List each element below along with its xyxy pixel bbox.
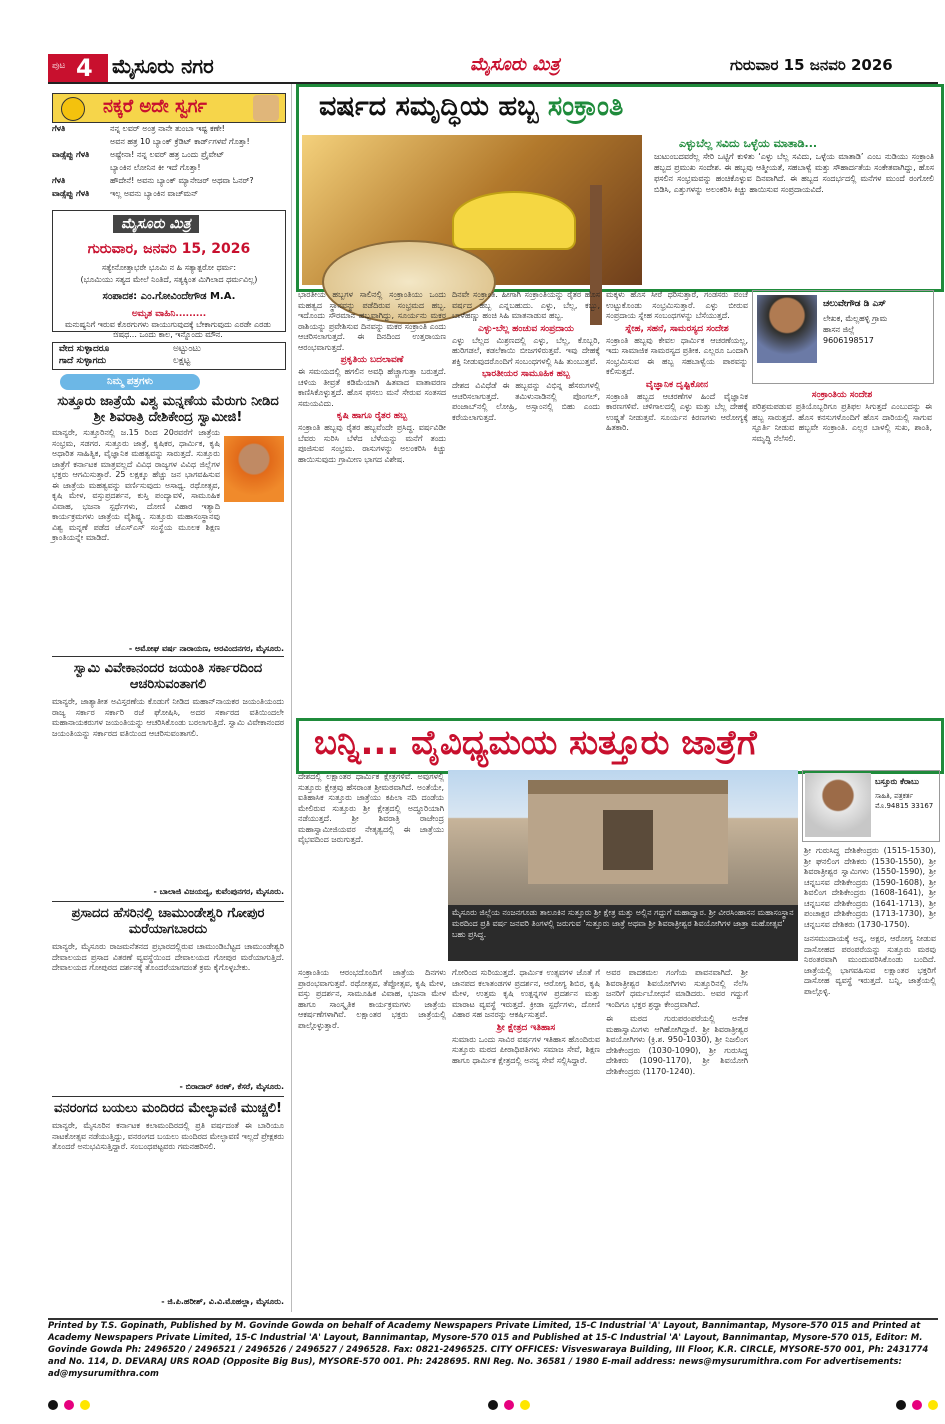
letter-sign: - ಅಮೋಘ ವರ್ಷ ನಾರಾಯಣ, ಅರವಿಂದನಗರ, ಮೈಸೂರು. [128,644,284,653]
article-col-4 [752,388,932,444]
col-text: ಎಳ್ಳು ಬೆಲ್ಲದ ಮಿಶ್ರಣದಲ್ಲಿ ಎಳ್ಳು, ಬೆಲ್ಲ, ಕೊಬ್ಬರಿ, ಹುರಿಗಡಲೆ, ಕಡಲೆಕಾಯಿ ಬೀಜಗಳಿರುತ್ತವೆ. ಇವು ದೇಹಕ್ಕೆ ಶಕ್ತಿ ನೀಡುವುದರೊಂದಿಗೆ ಸಂಬಂಧಗಳಲ್ಲಿ ಸಿಹಿ ತುಂಬುತ್ತವೆ. [452,335,600,366]
editor-label: ಸಂಪಾದಕ: [102,291,138,302]
col-subhead: ಸಂಕ್ರಾಂತಿಯ ಸಂದೇಶ [811,390,873,400]
author2-phone: ಮೊ.94815 33167 [875,802,934,810]
suttur-temple-photo [448,770,798,905]
reg-dot-yellow [928,1400,938,1410]
joke-speaker: ವಾಡ್ಸೆಪ್ಪು ಗೆಳತಿ [52,189,90,198]
temple-gate [603,810,653,870]
joke-text: ಇಲ್ಲ ಅವನು ಬ್ಯಾಂಕಿನ ವಾಚ್‌ಮನ್ [110,189,199,198]
author2-role: ಸಾಹಿತಿ, ಪತ್ರಕರ್ತ [875,792,914,800]
masthead-date: ಗುರುವಾರ, ಜನವರಿ 15, 2026 [87,241,251,257]
letters-tag: ನಿಮ್ಮ ಪತ್ರಗಳು [60,374,200,390]
joke-line [52,135,284,148]
joke-speaker: ಗೆಳತಿ [52,124,66,133]
col-subhead: ಶ್ರೀ ಕ್ಷೇತ್ರದ ಇತಿಹಾಸ [496,1022,556,1033]
divider [52,656,284,657]
author-photo [757,295,817,363]
feature-title [319,91,623,123]
letter-body: ಮಾನ್ಯರೇ, ಜಾತ್ಯಾತೀತ ಅವಿಸ್ತರಣೆಯ ಕೊಡುಗೆ ನೀಡಿದ ಮಹಾನ್‌ನಾಯಕರ ಜಯಂತಿಯಂದು ರಾಜ್ಯ ಸರ್ಕಾರ ಸರ್ಕಾರಿ ರಜೆ ಘೋಷಿಸಿ, ಅದರ ಸರ್ಕಾರದ ವತಿಯಿಂದಲೇ ಮಹಾನಾಯಕರುಗಳ ಜಯಂತಿಯನ್ನು ಆಚರಿಸಿಕೊಂಡು ಬರಲಾಗುತ್ತಿದೆ. ಸ್ವಾಮಿ ವಿವೇಕಾನಂದರ ಜಯಂತಿಯನ್ನು ಸರ್ಕಾರದ ವತಿಯಿಂದ ಆಚರಿಸುವಂತಾಗಲಿ. [52,697,284,738]
letter-3 [52,906,284,1096]
col-text: ಭಾರತೀಯ ಹಬ್ಬಗಳ ಸಾಲಿನಲ್ಲಿ ಸಂಕ್ರಾಂತಿಯು ಒಂದು ಮಹತ್ವದ ಸ್ಥಾನವನ್ನು ಪಡೆದಿರುವ ಸಂಭ್ರಮದ ಹಬ್ಬ. ಇದೊಂದು ಸೌರಮಾನ ಹಬ್ಬವಾಗಿದ್ದು, ಸೂರ್ಯನು ಮಕರ ರಾಶಿಯನ್ನು ಪ್ರವೇಶಿಸುವ ದಿನವನ್ನು ಮಕರ ಸಂಕ್ರಾಂತಿ ಎಂದು ಆಚರಿಸಲಾಗುತ್ತದೆ. ಈ ದಿನದಿಂದ ಉತ್ತರಾಯಣ ಆರಂಭವಾಗುತ್ತದೆ. [298,290,446,352]
author-box [752,290,934,384]
nakkare-jokes [52,122,284,200]
article-col-3 [606,290,748,434]
col-text: ಪರಿಶ್ರಮಪಡುವ ಪ್ರತಿಯೊಬ್ಬರಿಗೂ ಪ್ರತಿಫಲ ಸಿಗುತ್ತದೆ ಎಂಬುದನ್ನು ಈ ಹಬ್ಬ ಸಾರುತ್ತದೆ. ಹೊಸ ಕನಸುಗಳೊಂದಿಗೆ ಹೊಸ ದಾರಿಯಲ್ಲಿ ಸಾಗುವ ಸ್ಫೂರ್ತಿ ನೀಡುವ ಹಬ್ಬವೇ ಸಂಕ್ರಾಂತಿ. ಎಲ್ಲರ ಬಾಳಲ್ಲಿ ಸುಖ, ಶಾಂತಿ, ಸಮೃದ್ಧಿ ನೆಲೆಸಲಿ. [752,402,932,443]
paper-logo: ಮೈಸೂರು ಮಿತ್ರ [470,54,560,75]
letter-1 [52,394,284,656]
letter-body: ಮಾನ್ಯರೇ, ಮೈಸೂರಿನ ಕರ್ನಾಟಕ ಕಲಾಮಂದಿರದಲ್ಲಿ ಪ್ರತಿ ವರ್ಷದಂತೆ ಈ ಬಾರಿಯೂ ನಾಟಕೋತ್ಸವ ನಡೆಯುತ್ತಿದ್ದು, ವನರಂಗದ ಬಯಲು ಮಂದಿರದ ಮೇಲ್ಛಾವಣಿ ಇಲ್ಲದೆ ಪ್ರೇಕ್ಷಕರು ತೊಂದರೆ ಅನುಭವಿಸುತ್ತಿದ್ದಾರೆ. ಸಂಬಂಧಪಟ್ಟವರು ಗಮನಹರಿಸಲಿ. [52,1121,284,1151]
feature-title-main: ವರ್ಷದ ಸಮೃದ್ಧಿಯ ಹಬ್ಬ [319,91,539,122]
col-subhead: ಎಳ್ಳು-ಬೆಲ್ಲ ಹಂಚುವ ಸಂಪ್ರದಾಯ [478,323,574,334]
author-role: ಲೇಖಕ, ಮೆಲ್ಲಹಳ್ಳಿ ಗ್ರಾಮ [823,314,888,323]
reg-dot-magenta [912,1400,922,1410]
jatre-title-box [296,718,944,774]
author-details [823,313,887,346]
editor-name: ಎಂ.ಗೋವಿಂದೇಗೌಡ M.A. [140,291,236,302]
intro-text: ಜುಟುಂಬದವರೆಲ್ಲ ಸೇರಿ ಒಟ್ಟಿಗೆ ಕುಳಿತು ‘ಎಳ್ಳು ಬೆಲ್ಲ ಸವಿದು, ಒಳ್ಳೆಯ ಮಾತಾಡಿ’ ಎಂಬ ನುಡಿಯು ಸಂಕ್ರಾಂತಿ ಹಬ್ಬದ ಪ್ರಮುಖ ಸಂದೇಶ. ಈ ಹಬ್ಬವು ಆತ್ಮೀಯತೆ, ಸಹಬಾಳ್ವೆ ಮತ್ತು ಸೌಹಾರ್ದತೆಯ ಸಂಕೇತವಾಗಿದ್ದು, ಹೊಸ ಫಸಲಿನ ಸಂಭ್ರಮವನ್ನು ಹಂಚಿಕೊಳ್ಳುವ ದಿನವಾಗಿದೆ. ಈ ಹಬ್ಬದ ಸಂದರ್ಭದಲ್ಲಿ ಮನೆಗಳ ಮುಂದೆ ರಂಗೋಲಿ ಬಿಡಿಸಿ, ಎತ್ತುಗಳನ್ನು ಅಲಂಕರಿಸಿ ಕಿಚ್ಚು ಹಾಯಿಸುವ ಸಂಪ್ರದಾಯವಿದೆ. [654,152,934,194]
feature-title-highlight: ಸಂಕ್ರಾಂತಿ [547,91,624,122]
divider [52,901,284,902]
reg-dot-black [48,1400,58,1410]
page-label: ಪುಟ [52,61,66,71]
laughing-face-icon [61,97,85,121]
author-place: ಹಾಸನ ಜಿಲ್ಲೆ [823,325,855,334]
col-text: ಈ ಮಠದ ಗುರುಪರಂಪರೆಯಲ್ಲಿ ಅನೇಕ ಮಹಾಸ್ವಾಮಿಗಳು ಆಗಿಹೋಗಿದ್ದಾರೆ. ಶ್ರೀ ಶಿವರಾತ್ರೀಶ್ವರ ಶಿವಯೋಗಿಗಳು (ಕ್ರಿ.ಶ. 950-1030), ಶ್ರೀ ನಿಜಲಿಂಗ ದೇಶಿಕೇಂದ್ರರು (1030-1090), ಶ್ರೀ ಗುರುಸಿದ್ಧ ದೇಶಿಕರು (1090-1170), ಶ್ರೀ ಶಿವಯೋಗಿ ದೇಶಿಕೇಂದ್ರರು (1170-1240). [606,1014,748,1076]
col-text: ದಿನವೇ ಸಂಕ್ರಾಂತಿ. ಹೀಗಾಗಿ ಸಂಕ್ರಾಂತಿಯನ್ನು ರೈತರ ಹೊಸ ವರ್ಷದ ಹಬ್ಬ ಎನ್ನಬಹುದು. ಎಳ್ಳು, ಬೆಲ್ಲ, ಕಬ್ಬು, ಬಾಳೆಹಣ್ಣು ಹಂಚಿ ಸಿಹಿ ಮಾತನಾಡುವ ಹಬ್ಬ. [452,290,600,320]
joke-line [52,161,284,174]
col-text: ಸುಮಾರು ಒಂದು ಸಾವಿರ ವರ್ಷಗಳ ಇತಿಹಾಸ ಹೊಂದಿರುವ ಸುತ್ತೂರು ಮಠದ ಪೀಠಾಧಿಪತಿಗಳು ಸಮಾಜ ಸೇವೆ, ಶಿಕ್ಷಣ ಹಾಗೂ ಧಾರ್ಮಿಕ ಕ್ಷೇತ್ರದಲ್ಲಿ ಅನನ್ಯ ಸೇವೆ ಸಲ್ಲಿಸಿದ್ದಾರೆ. [452,1034,600,1065]
swamiji-photo [224,436,284,502]
gade-b: ಲಕ್ಷಟ್ಟ [173,356,191,366]
col-subhead: ಸ್ನೇಹ, ಸಹನೆ, ಸಾಮರಸ್ಯದ ಸಂದೇಶ [625,323,729,334]
joke-speaker [52,161,110,174]
divider [52,1096,284,1097]
col-text: ಮಕ್ಕಳು ಹೊಸ ಸೀರೆ ಧರಿಸುತ್ತಾರೆ, ಗಂಡಸರು ಪಂಚೆ ಉಟ್ಟುಕೊಂಡು ಸಂಭ್ರಮಿಸುತ್ತಾರೆ. ಎಳ್ಳು ಬೀರುವ ಸಂಪ್ರದಾಯ ಸ್ನೇಹ ಸಂಬಂಧಗಳನ್ನು ಬೆಸೆಯುತ್ತದೆ. [606,290,748,320]
reg-dot-yellow [80,1400,90,1410]
col-text: ಸಂಕ್ರಾಂತಿ ಹಬ್ಬವು ರೈತರ ಹಬ್ಬವೆಂದೇ ಪ್ರಸಿದ್ಧ. ವರ್ಷವಿಡೀ ಬೆವರು ಸುರಿಸಿ ಬೆಳೆದ ಬೆಳೆಯನ್ನು ಮನೆಗೆ ತಂದು ಪೂಜಿಸುವ ಸಂಭ್ರಮ. ರಾಸುಗಳನ್ನು ಅಲಂಕರಿಸಿ ಕಿಚ್ಚು ಹಾಯಿಸುವುದು ಗ್ರಾಮೀಣ ಭಾಗದ ವಿಶೇಷ. [298,423,446,464]
letter-4 [52,1101,284,1311]
joke-speaker [52,135,110,148]
nakkare-title-bar [52,93,286,123]
letter-sign: - ಬಿರಾದಾರ್‌ ಕಿರಣ್‌, ಕೆಸರೆ, ಮೈಸೂರು. [179,1082,284,1091]
author2-details [875,791,933,811]
gade-line1: ವೇದ ಸುಳ್ಳಾದರೂ [59,344,110,354]
col-text: ಈ ಸಮಯದಲ್ಲಿ ಹಗಲಿನ ಅವಧಿ ಹೆಚ್ಚಾಗುತ್ತಾ ಬರುತ್ತದೆ. ಚಳಿಯ ತೀವ್ರತೆ ಕಡಿಮೆಯಾಗಿ ಹಿತವಾದ ವಾತಾವರಣ ಕಾಣಿಸಿಕೊಳ್ಳುತ್ತದೆ. ಹೊಸ ಫಸಲು ಮನೆ ಸೇರುವ ಸಂತಸದ ಸಮಯವಿದು. [298,367,446,408]
masthead-box [52,210,286,332]
col-text: ಸಂಕ್ರಾಂತಿಯ ಆರಂಭದೊಂದಿಗೆ ಜಾತ್ರೆಯ ದಿನಗಳು ಪ್ರಾರಂಭವಾಗುತ್ತವೆ. ರಥೋತ್ಸವ, ತೆಪ್ಪೋತ್ಸವ, ಕೃಷಿ ಮೇಳ, ವಸ್ತು ಪ್ರದರ್ಶನ, ಸಾಮೂಹಿಕ ವಿವಾಹ, ಭಜನಾ ಮೇಳ ಹಾಗೂ ಸಾಂಸ್ಕೃತಿಕ ಕಾರ್ಯಕ್ರಮಗಳು ಜಾತ್ರೆಯ ಆಕರ್ಷಣೆಗಳಾಗಿವೆ. ಲಕ್ಷಾಂತರ ಭಕ್ತರು ಜಾತ್ರೆಯಲ್ಲಿ ಪಾಲ್ಗೊಳ್ಳುತ್ತಾರೆ. [298,968,446,1030]
joke-speaker: ಗೆಳತಿ [52,176,66,185]
author2-photo [805,773,871,837]
masthead-motto: ಸತ್ಯೇನೋತ್ತಾಭರೇ ಭೂಮಿ ನ ಹಿ ಸತ್ಯಾತ್ಪರೋ ಧರ್ಮ: [101,263,237,272]
col-text: ಗೋರಿಂದ ಸುರಿಯುತ್ತದೆ. ಧಾರ್ಮಿಕ ಉತ್ಸವಗಳ ಜೊತೆ ಗೆ ಜಾನಪದ ಕಲಾತಂಡಗಳ ಪ್ರದರ್ಶನ, ಆರೋಗ್ಯ ಶಿಬಿರ, ಕೃಷಿ ಮೇಳ, ಉತ್ತಮ ಕೃಷಿ ಉತ್ಪನ್ನಗಳ ಪ್ರದರ್ಶನ ಮತ್ತು ಮಾರಾಟ ವ್ಯವಸ್ಥೆ ಇರುತ್ತದೆ. ಕ್ರೀಡಾ ಸ್ಪರ್ಧೆಗಳು, ದೋಣಿ ವಿಹಾರ ಸಹ ಜನರನ್ನು ಆಕರ್ಷಿಸುತ್ತವೆ. [452,968,600,1019]
reg-dot-yellow [520,1400,530,1410]
letter-title: ಸ್ವಾಮಿ ವಿವೇಕಾನಂದರ ಜಯಂತಿ ಸರ್ಕಾರದಿಂದ ಆಚರಿಸುವಂತಾಗಲಿ [73,661,263,692]
page-number: 4 [76,54,93,82]
jatre-title: ಬನ್ನಿ... ವೈವಿಧ್ಯಮಯ ಸುತ್ತೂರು ಜಾತ್ರೆಗೆ [314,723,757,763]
letter-sign: - ಜಿ.ಪಿ.ಹರೀಶ್, ವಿ.ವಿ.ಮೊಹಲ್ಲಾ, ಮೈಸೂರು. [161,1297,284,1306]
col-text: ಸಂಕ್ರಾಂತಿ ಹಬ್ಬವು ಕೇವಲ ಧಾರ್ಮಿಕ ಆಚರಣೆಯಲ್ಲ, ಇದು ಸಾಮಾಜಿಕ ಸಾಮರಸ್ಯದ ಪ್ರತೀಕ. ಎಲ್ಲರೂ ಒಂದಾಗಿ ಸಂಭ್ರಮಿಸುವ ಈ ಹಬ್ಬ ಸಹಬಾಳ್ವೆಯ ಪಾಠವನ್ನು ಕಲಿಸುತ್ತದೆ. [606,335,748,376]
letter-body: ಮಾನ್ಯರೇ, ಸುತ್ತೂರಿನಲ್ಲಿ ಜ.15 ರಿಂದ 20ರವರೆಗೆ ಜಾತ್ರೆಯ ಸಂಭ್ರಮ, ಸಡಗರ. ಸುತ್ತೂರು ಜಾತ್ರೆ, ಕೃಷಿಕರ, ಧಾರ್ಮಿಕ, ಕೃಷಿ ಅಧಾರಿತ ಸಾಹಿತ್ಯಿಕ, ವೈಜ್ಞಾನಿಕ ಮಹತ್ವವನ್ನು ಸಾರುತ್ತದೆ. ಸುತ್ತೂರು ಜಾತ್ರೆಗೆ ಕರ್ನಾಟಕ ಮಾತ್ರವಲ್ಲದೆ ವಿವಿಧ ರಾಜ್ಯಗಳ ವಿವಿಧ ಜಿಲ್ಲೆಗಳ ಭಕ್ತರು ಆಗಮಿಸುತ್ತಾರೆ. 25 ಲಕ್ಷಕ್ಕೂ ಹೆಚ್ಚು ಜನ ಭಾಗವಹಿಸುವ ಈ ಜಾತ್ರೆಯ ಮಹತ್ವವನ್ನು ವರ್ಣಿಸುವುದು ಅಸಾಧ್ಯ. ರಥೋತ್ಸವ, ಕೃಷಿ ಮೇಳ, ವಸ್ತುಪ್ರದರ್ಶನ, ಕುಸ್ತಿ ಪಂದ್ಯಾವಳಿ, ಸಾಮೂಹಿಕ ವಿವಾಹ, ಭಜನಾ ಸ್ಪರ್ಧೆಗಳು, ದೋಣಿ ವಿಹಾರ ಇತ್ಯಾದಿ ಕಾರ್ಯಕ್ರಮಗಳು ಜಾತ್ರೆಯ ವೈಶಿಷ್ಟ್ಯ. ಸುತ್ತೂರು ಮಹಾಸಂಸ್ಥಾನವು ವಿಶ್ವ ಮನ್ನಣೆ ಪಡೆದ ಜೆಎಸ್‌ಎಸ್ ಸಂಸ್ಥೆಯ ಮೂಲಕ ಶಿಕ್ಷಣ ಕ್ರಾಂತಿಯನ್ನೇ ಮಾಡಿದೆ. [52,428,220,542]
gade-box [52,342,286,370]
masthead-editor [57,291,281,302]
jatre-col-5 [804,846,936,997]
nakkare-title: ನಕ್ಕರೆ ಅದೇ ಸ್ವರ್ಗ [103,96,207,117]
joke-text: ಬ್ಯಾಂಕಿನ ಲೋನಿನ ಕೀ ಇದೆ ಗೊತ್ತಾ! [110,163,201,172]
col-subhead: ಕೃಷಿ ಹಾಗೂ ರೈತರ ಹಬ್ಬ [336,411,408,421]
joke-line [52,187,284,200]
reg-dot-magenta [504,1400,514,1410]
col-text: ದೇಶದ ವಿವಿಧೆಡೆ ಈ ಹಬ್ಬವನ್ನು ವಿಭಿನ್ನ ಹೆಸರುಗಳಲ್ಲಿ ಆಚರಿಸಲಾಗುತ್ತದೆ. ತಮಿಳುನಾಡಿನಲ್ಲಿ ಪೊಂಗಲ್, ಪಂಜಾಬ್‌ನಲ್ಲಿ ಲೋಹ್ರಿ, ಅಸ್ಸಾಂನಲ್ಲಿ ಬಿಹು ಎಂದು ಕರೆಯಲಾಗುತ್ತದೆ. [452,381,600,422]
joke-text: ಅಷ್ಟೇನಾ! ನನ್ನ ಲವರ್ ಹತ್ರ ಒಂದು ಪ್ರೈವೇಟ್ [110,150,225,159]
joke-text: ನನ್ನ ಲವರ್ ಅಂತ್ರ ನಾನೇ ತುಂಬಾ ಇಷ್ಟ ಕಣೇ! [110,124,225,133]
joke-text: ಹೌದೇನೆ! ಅವನು ಬ್ಯಾಂಕ್ ಮ್ಯಾನೇಜರ್ ಅಥವಾ ಓನರ್? [110,176,254,185]
jatre-col-2 [298,968,446,1031]
letter-title: ಸುತ್ತೂರು ಜಾತ್ರೆಯೆ ವಿಶ್ವ ಮನ್ನಣೆಯ ಮೆರುಗು ನೀಡಿದ ಶ್ರೀ ಶಿವರಾತ್ರಿ ದೇಶಿಕೇಂದ್ರ ಸ್ವಾಮೀಜಿ! [57,394,279,425]
page-number-box [48,54,108,82]
author-phone: 9606198517 [823,336,874,345]
col-text: ಶ್ರೀ ಗುರುಸಿದ್ಧ ದೇಶಿಕೇಂದ್ರರು (1515-1530), ಶ್ರೀ ಘನಲಿಂಗ ದೇಶಿಕರು (1530-1550), ಶ್ರೀ ಶಿವರಾತ್ರೀಶ್ವರ ಸ್ವಾಮಿಗಳು (1550-1590), ಶ್ರೀ ಚನ್ನಬಸವ ದೇಶಿಕೇಂದ್ರರು (1590-1608), ಶ್ರೀ ಶಿವಲಿಂಗ ದೇಶಿಕೇಂದ್ರರು (1608-1641), ಶ್ರೀ ಚನ್ನಬಸವ ದೇಶಿಕೇಂದ್ರರು (1641-1713), ಶ್ರೀ ಪಂಚಾಕ್ಷರ ದೇಶಿಕೇಂದ್ರರು (1713-1730), ಶ್ರೀ ಚನ್ನಬಸವ ದೇಶಿಕರು (1730-1750). [804,846,936,929]
author2-name: ಬಸ್ತೂರು ಕೆರಾಬು [875,777,919,786]
article-col-2 [452,290,600,423]
issue-date: ಗುರುವಾರ 15 ಜನವರಿ 2026 [730,56,893,74]
letter-body: ಮಾನ್ಯರೇ, ಮೈಸೂರು ರಾಜಮನೆತನದ ಪ್ರಭಾರದಲ್ಲಿರುವ ಚಾಮುಂಡಿಬೆಟ್ಟದ ಚಾಮುಂಡೇಶ್ವರಿ ದೇವಾಲಯದ ಪ್ರಸಾದ ವಿತರಣೆ ವ್ಯವಸ್ಥೆಯಿಂದ ದೇವಾಲಯದ ಗೋಪುರ ಮರೆಯಾಗುತ್ತಿದೆ. ದೇವಾಲಯದ ಗೋಪುರದ ದರ್ಶನಕ್ಕೆ ತೊಂದರೆಯಾಗದಂತೆ ಕ್ರಮ ಕೈಗೊಳ್ಳಬೇಕು. [52,942,284,972]
reg-dot-black [488,1400,498,1410]
amrutha-title: ಅಮೃತ ವಾಹಿನಿ......... [131,309,207,319]
col-text: ದೇಶದಲ್ಲಿ ಲಕ್ಷಾಂತರ ಧಾರ್ಮಿಕ ಕ್ಷೇತ್ರಗಳಿವೆ. ಅವುಗಳಲ್ಲಿ ಸುತ್ತೂರು ಕ್ಷೇತ್ರವು ಹೆಸರಾಂತ ಶ್ರೀಮಠವಾಗಿದೆ. ಅಂತೆಯೇ, ಐತಿಹಾಸಿಕ ಸುತ್ತೂರು ಜಾತ್ರೆಯು ಕಪಿಲಾ ನದಿ ದಂಡೆಯ ಮೇಲಿರುವ ಸುತ್ತೂರು ಶ್ರೀ ಕ್ಷೇತ್ರದಲ್ಲಿ ಅದ್ಧೂರಿಯಾಗಿ ನಡೆಯುತ್ತದೆ. ಶ್ರೀ ಶಿವರಾತ್ರಿ ರಾಜೇಂದ್ರ ಮಹಾಸ್ವಾಮೀಜಿಯವರ ನೇತೃತ್ವದಲ್ಲಿ ಈ ಜಾತ್ರೆಯು ವೈಭವದಿಂದ ಜರುಗುತ್ತದೆ. [298,772,444,844]
jatre-col-4 [606,968,748,1077]
reg-dot-magenta [64,1400,74,1410]
festival-photo [302,135,642,285]
joke-line [52,148,284,161]
cartoon-figure-icon [253,95,279,121]
letter-sign: - ಬಾಲಾಜಿ ವಿಜಯದ್ವ, ಕುವೆಂಪುನಗರ, ಮೈಸೂರು. [153,887,284,896]
article-col-1 [298,290,446,465]
joke-line [52,122,284,135]
section-title: ಮೈಸೂರು ನಗರ [112,54,214,78]
reg-dot-black [896,1400,906,1410]
sankranthi-feature [296,84,944,292]
photo-caption: ಮೈಸೂರು ಜಿಲ್ಲೆಯ ನಂಜನಗೂಡು ತಾಲೂಕಿನ ಸುತ್ತೂರು ಶ್ರೀ ಕ್ಷೇತ್ರ ಮತ್ತು ಅಲ್ಲಿನ ಗದ್ದುಗೆ ಮಹಾದ್ವಾರ. ಶ್ರೀ ವೀರಸಿಂಹಾಸನ ಮಹಾಸಂಸ್ಥಾನ ಮಠದಿಂದ ಪ್ರತಿ ವರ್ಷ ಜನವರಿ ತಿಂಗಳಲ್ಲಿ ಜರುಗುವ ‘ಸುತ್ತೂರು ಜಾತ್ರೆ ಅಥವಾ ಶ್ರೀ ಶಿವರಾತ್ರೀಶ್ವರ ಶಿವಯೋಗಿಗಳ ಜಾತ್ರಾ ಮಹೋತ್ಸವ’ ಬಹು ಪ್ರಸಿದ್ಧ. [448,905,798,961]
col-subhead: ಪ್ರಕೃತಿಯ ಬದಲಾವಣೆ [340,355,404,365]
col-text: ಜನಸಮುದಾಯಕ್ಕೆ ಅನ್ನ, ಅಕ್ಷರ, ಆರೋಗ್ಯ ನೀಡುವ ದಾಸೋಹದ ಪರಂಪರೆಯನ್ನು ಸುತ್ತೂರು ಮಠವು ನಿರಂತರವಾಗಿ ಮುಂದುವರಿಸಿಕೊಂಡು ಬಂದಿದೆ. ಜಾತ್ರೆಯಲ್ಲಿ ಭಾಗವಹಿಸುವ ಲಕ್ಷಾಂತರ ಭಕ್ತರಿಗೆ ದಾಸೋಹ ವ್ಯವಸ್ಥೆ ಇರುತ್ತದೆ. ಬನ್ನಿ, ಜಾತ್ರೆಯಲ್ಲಿ ಪಾಲ್ಗೊಳ್ಳಿ. [804,934,936,996]
imprint-footer: Printed by T.S. Gopinath, Published by M. Govinde Gowda on behalf of Academy Newspapers Private Limited, 15-C Industrial 'A' Layout, Bannimantap, Mysore-570 015 and Printed at Academy Newspapers Private Limited, 15-C Industrial 'A' Layout, Bannimantap, Mysore-570 015 and Published at 15-C Industrial 'A' Layout, Bannimantap, Mysore-570 015, Editor: M. Govinde Gowda Ph: 2496520 / 2496521 / 2496526 / 2496527 / 2496528. Fax: 0821-2496525. CITY OFFICES: Visveswaraya Building, III Floor, K.R. CIRCLE, MYSORE-570 001, Ph: 2431774 and No. 114, D. DEVARAJ URS ROAD (Opposite Big Bus), MYSORE-570 001. Ph: 2428695. RNI Reg. No. 36581 / 1980 E-mail address: news@mysurumithra.com For advertisements: ad@mysurumithra.com [48,1318,938,1382]
col-text: ಸಂಕ್ರಾಂತಿ ಹಬ್ಬದ ಆಚರಣೆಗಳ ಹಿಂದೆ ವೈಜ್ಞಾನಿಕ ಕಾರಣಗಳಿವೆ. ಚಳಿಗಾಲದಲ್ಲಿ ಎಳ್ಳು ಮತ್ತು ಬೆಲ್ಲ ದೇಹಕ್ಕೆ ಉಷ್ಣತೆ ನೀಡುತ್ತವೆ. ಸೂರ್ಯನ ಕಿರಣಗಳು ಆರೋಗ್ಯಕ್ಕೆ ಹಿತಕಾರಿ. [606,391,748,432]
jatre-col-1 [298,772,444,846]
col-subhead: ಭಾರತೀಯರ ಸಾಮೂಹಿಕ ಹಬ್ಬ [482,369,570,379]
jatre-col-3 [452,968,600,1066]
letter-title: ವನರಂಗದ ಬಯಲು ಮಂದಿರದ ಮೇಲ್ಛಾವಣಿ ಮುಚ್ಚಲಿ! [54,1101,282,1116]
joke-speaker: ವಾಡ್ಸೆಪ್ಪು ಗೆಳತಿ [52,150,90,159]
letters-column [52,394,284,1311]
joke-text: ಅವನ ಹತ್ರ 10 ಬ್ಯಾಂಕ್ ಕ್ರೆಡಿಟ್ ಕಾರ್ಡ್‌ಗಳವೆ ಗೊತ್ತಾ! [110,137,250,146]
gade-a: ಅಟ್ಟುಂಟು [173,344,202,354]
column-divider [291,84,292,1312]
amrutha-text: ಮನುಷ್ಯನಿಗೆ ಇರುವ ಕೊರಗುಗಳು ವಾಯುಗುವುದಕ್ಕೆ ಬೇಕಾಗುವುದು ಎರಡೇ ಎರಡು ಔಷಧ... ಒಂದು ಕಾಲ, ಇನ್ನೊಂದು ಮೌನ. [65,320,271,339]
author-name: ಚಲುವೇಗೌಡ ಡಿ ಎಸ್ [823,299,886,309]
letter-2 [52,661,284,901]
masthead-motto-translation: (ಭೂಮಿಯು ಸತ್ಯದ ಮೇಲೆ ನಿಂತಿದೆ, ಸತ್ಯಕ್ಕಿಂತ ಮಿಗಿಲಾದ ಧರ್ಮವಿಲ್ಲ) [80,275,258,284]
masthead-logo: ಮೈಸೂರು ಮಿತ್ರ [113,215,199,233]
author2-box [802,770,940,842]
col-subhead: ವೈಜ್ಞಾನಿಕ ದೃಷ್ಟಿಕೋನ [645,379,709,390]
letter-title: ಪ್ರಸಾದದ ಹೆಸರಿನಲ್ಲಿ ಚಾಮುಂಡೇಶ್ವರಿ ಗೋಪುರ ಮರೆಯಾಗಬಾರದು [71,906,265,937]
col-text: ಅವರ ಪಾದಕಮಲ ಗಂಗೆಯ ಪಾವನವಾಗಿದೆ. ಶ್ರೀ ಶಿವರಾತ್ರೀಶ್ವರ ಶಿವಯೋಗಿಗಳು ಸುತ್ತೂರಿನಲ್ಲಿ ನೆಲೆಸಿ ಜನರಿಗೆ ಧರ್ಮಬೋಧನೆ ಮಾಡಿದರು. ಅವರ ಗದ್ದುಗೆ ಇಂದಿಗೂ ಭಕ್ತರ ಶ್ರದ್ಧಾ ಕೇಂದ್ರವಾಗಿದೆ. [606,968,748,1009]
gade-line2: ಗಾದೆ ಸುಳ್ಳಾಗದು [59,356,107,366]
joke-line [52,174,284,187]
banana-bunch [452,191,576,250]
intro-heading: ಎಳ್ಳುಬೆಲ್ಲ ಸವಿದು ಒಳ್ಳೆಯ ಮಾತಾಡಿ... [679,137,818,150]
registration-marks [48,1400,938,1412]
